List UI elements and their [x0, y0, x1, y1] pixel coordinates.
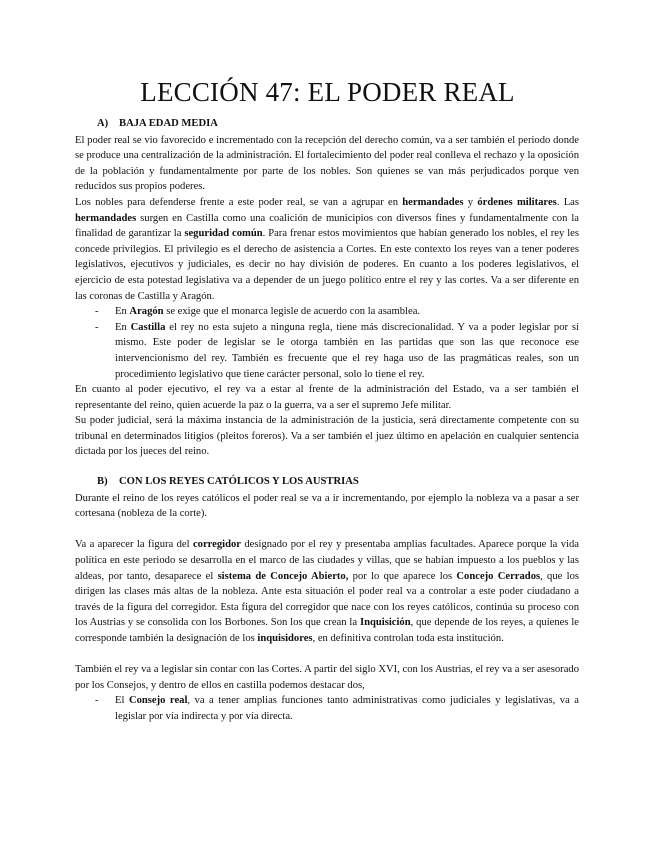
spacer: [75, 647, 579, 663]
section-a-label: A): [97, 118, 109, 129]
section-a-list: [75, 304, 579, 382]
section-b-heading: [97, 474, 579, 490]
bold-term-inquisidores: inquisidores: [257, 633, 313, 644]
text-run: , que los dirigen las clases más altas de la nobleza. Ante esta situación el poder real va a controlar a este poder ciudadano a través de la figura del corregidor. Esta figura del corregidor que nace con los reyes católicos, continúa su proceso con los Austrias y se consolida con los Borbones. Son los que crean la: [75, 570, 579, 629]
spacer: [75, 522, 579, 538]
page-title: LECCIÓN 47: EL PODER REAL: [140, 77, 515, 107]
text-run: . Para frenar estos movimientos que habían generado los nobles, el rey les concede privilegios. El privilegio es el derecho de asistencia a Cortes. En este contexto los reyes van a tener poderes legislativos, ejecutivos y judiciales, es decir no hay división de poderes. En cuanto a los poderes legislativos, el ejercicio de esta potestad legislativa va a depender de un juego político entre el rey y las cortes. Va a ser diferente en las coronas de Castilla y Aragón.: [75, 228, 580, 302]
text-run: Los nobles para defenderse frente a este poder real, se van a agrupar en: [75, 196, 403, 208]
section-a-paragraph-4: Su poder judicial, será la máxima instancia de la administración de la justicia, será directamente competente con su tribunal en determinados litigios (pleitos foreros). Va a ser también el juez último en apelación en cualquier sentencia dictada por los jueces del reino.: [75, 415, 579, 458]
text-run: y: [463, 196, 478, 208]
text-run: el rey no esta sujeto a ninguna regla, tiene más discrecionalidad. Y va a poder legislar por sí mismo. Este poder de legislar se le otorga también en las partidas que son las que reconoce ese intervencionismo del rey. También es frecuente que el rey haga uso de las pragmáticas reales, son un procedimiento legislativo que tiene carácter personal, solo lo tiene el rey.: [115, 321, 579, 380]
bold-term-consejo-real: Consejo real: [128, 695, 188, 707]
section-a-paragraph-1: El poder real se vio favorecido e incrementado con la recepción del derecho común, va a ser también el periodo donde se produce una centralización de la administración. El fortalecimiento del poder real conlleva el rechazo y la oposición de la población y fundamentalmente por parte de los nobles. Son quienes se van más perjudicados porque ven reducidos sus propios poderes.: [75, 134, 579, 193]
bold-term-hermandades: hermandades: [402, 196, 464, 208]
text-run: . Las: [556, 196, 579, 208]
document-body: [75, 116, 579, 725]
text-run: , va a tener amplias funciones tanto administrativas como judiciales y legislativas, va a legislar por vía indirecta y por vía directa.: [115, 695, 579, 722]
bold-term-aragon: Aragón: [129, 306, 164, 318]
section-b-label: B): [97, 476, 108, 488]
text-run: , en definitiva controlan toda esta institución.: [312, 633, 504, 644]
section-b-paragraph-1: Durante el reino de los reyes católicos el poder real se va a ir incrementando, por ejemplo la nobleza va a pasar a ser cortesana (nobleza de la corte).: [75, 492, 579, 520]
section-a-paragraph-3: En cuanto al poder ejecutivo, el rey va a estar al frente de la administración del Estado, va a ser también el representante del reino, quien acuerde la paz o la guerra, va a ser el supremo Jefe militar.: [75, 384, 579, 411]
list-item-consejo-real: [75, 693, 579, 724]
list-item-aragon: [75, 304, 579, 320]
bold-term-hermandades: hermandades: [75, 212, 137, 224]
bold-term-castilla: Castilla: [130, 321, 166, 333]
bold-term-concejo-abierto: sistema de Concejo Abierto,: [217, 570, 349, 582]
section-a-paragraph-2: [75, 195, 579, 304]
text-run: , que depende de los reyes, a quienes le corresponde también la designación de los: [75, 617, 579, 644]
text-run: El: [115, 695, 129, 707]
section-a-heading: [97, 116, 579, 132]
section-a-title: BAJA EDAD MEDIA: [119, 118, 218, 129]
bold-term-concejo-cerrados: Concejo Cerrados: [456, 570, 541, 582]
bold-term-corregidor: corregidor: [192, 539, 241, 551]
text-run: surgen en Castilla como una coalición de municipios con diversos fines y fundamentalmente con la finalidad de garantizar la: [75, 212, 579, 240]
text-run: Va a aparecer la figura del: [75, 539, 193, 551]
bold-term-ordenes-militares: órdenes militares: [477, 196, 557, 208]
text-run: En: [115, 306, 130, 318]
section-b-list: [75, 693, 579, 724]
text-run: se exige que el monarca legisle de acuerdo con la asamblea.: [163, 306, 421, 318]
dash-bullet: -: [95, 695, 99, 707]
section-b-paragraph-3: También el rey va a legislar sin contar con las Cortes. A partir del siglo XVI, con los Austrias, el rey va a ser asesorado por los Consejos, y dentro de ellos en castilla podemos destacar dos,: [75, 664, 579, 691]
dash-bullet: -: [95, 321, 99, 333]
text-run: por lo que aparece los: [348, 570, 457, 582]
dash-bullet: -: [95, 306, 99, 318]
bold-term-inquisicion: Inquisición: [359, 617, 411, 629]
section-b-title: CON LOS REYES CATÓLICOS Y LOS AUSTRIAS: [119, 476, 359, 488]
text-run: En: [115, 321, 131, 333]
text-run: designado por el rey y presentaba amplias facultades. Aparece porque la vida política en este periodo se desarrolla en el marco de las ciudades y villas, que se habían impuesto a los pueblos y las aldeas, por tanto, desaparece el: [75, 539, 580, 582]
spacer: [75, 460, 579, 474]
list-item-castilla: [75, 320, 579, 382]
bold-term-seguridad-comun: seguridad común: [184, 228, 263, 240]
section-b-paragraph-2: [75, 537, 579, 646]
